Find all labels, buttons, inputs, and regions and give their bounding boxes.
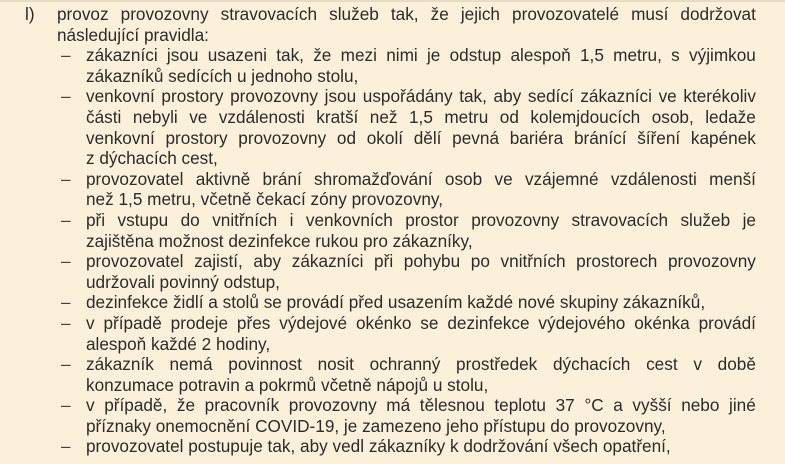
list-item-l <box>0 4 785 45</box>
rule-text-line: než 1,5 metru, včetně čekací zóny provozovny, <box>86 189 443 210</box>
dash-bullet-icon: – <box>61 251 71 272</box>
rule-text-line: provozovatel aktivně brání shromažďování osob ve vzájemné vzdálenosti menší <box>86 168 756 189</box>
rule-text-line: dezinfekce židlí a stolů se provádí před usazením každé nové skupiny zákazníků, <box>86 292 706 313</box>
rule-text-line: v případě prodeje přes výdejové okénko se dezinfekce výdejového okénka provádí <box>86 312 756 333</box>
rule-text-line: venkovní prostory provozovny od okolí dělí pevná bariéra bránící šíření kapének <box>86 127 756 148</box>
dash-bullet-icon: – <box>61 395 71 416</box>
item-marker: l) <box>25 4 35 24</box>
rule-text-line: zákazníci jsou usazeni tak, že mezi nimi je odstup alespoň 1,5 metru, s výjimkou <box>86 45 756 66</box>
rule-text-line: konzumace potravin a pokrmů včetně nápojů u stolu, <box>86 374 489 395</box>
item-text-line: provoz provozovny stravovacích služeb tak, že jejich provozovatelé musí dodržovat <box>57 4 756 24</box>
rule-item <box>0 210 785 251</box>
dash-bullet-icon: – <box>61 436 71 457</box>
dash-bullet-icon: – <box>61 168 71 189</box>
rule-text-line: z dýchacích cest, <box>86 148 218 169</box>
rule-item <box>0 292 785 313</box>
rules-list <box>0 45 785 457</box>
rule-text-line: zajištěna možnost dezinfekce rukou pro zákazníky, <box>86 230 473 251</box>
rule-text-line: části nebyli ve vzdálenosti kratší než 1,5 metru od kolemjdoucích osob, ledaže <box>86 106 756 127</box>
rule-item <box>0 436 785 457</box>
rule-text-line: zákazník nemá povinnost nosit ochranný prostředek dýchacích cest v době <box>86 354 756 375</box>
rule-item <box>0 251 785 292</box>
rule-item <box>0 313 785 354</box>
rule-item <box>0 354 785 395</box>
dash-bullet-icon: – <box>61 209 71 230</box>
rule-text-line: provozovatel postupuje tak, aby vedl zákazníky k dodržování všech opatření, <box>86 436 671 457</box>
top-border-line <box>0 0 785 2</box>
rule-text-line: při vstupu do vnitřních i venkovních prostor provozovny stravovacích služeb je <box>86 209 756 230</box>
rule-item <box>0 45 785 86</box>
document-body <box>0 4 785 457</box>
item-text-line: následující pravidla: <box>57 24 209 45</box>
rule-item <box>0 86 785 168</box>
rule-text-line: provozovatel zajistí, aby zákazníci při pohybu po vnitřních prostorech provozovny <box>86 251 756 272</box>
dash-bullet-icon: – <box>61 86 71 107</box>
rule-item <box>0 169 785 210</box>
rule-text-line: alespoň každé 2 hodiny, <box>86 333 271 354</box>
dash-bullet-icon: – <box>61 292 71 313</box>
rule-text-line: udržovali povinný odstup, <box>86 271 280 292</box>
rule-text-line: zákazníků sedících u jednoho stolu, <box>86 65 359 86</box>
rule-item <box>0 395 785 436</box>
dash-bullet-icon: – <box>61 45 71 66</box>
rule-text-line: příznaky onemocnění COVID-19, je zamezeno jeho přístupu do provozovny, <box>86 415 666 436</box>
dash-bullet-icon: – <box>61 312 71 333</box>
rule-text-line: v případě, že pracovník provozovny má tělesnou teplotu 37 °C a vyšší nebo jiné <box>86 395 756 416</box>
rule-text-line: venkovní prostory provozovny jsou uspořádány tak, aby sedící zákazníci ve kterékoliv <box>86 86 756 107</box>
dash-bullet-icon: – <box>61 354 71 375</box>
